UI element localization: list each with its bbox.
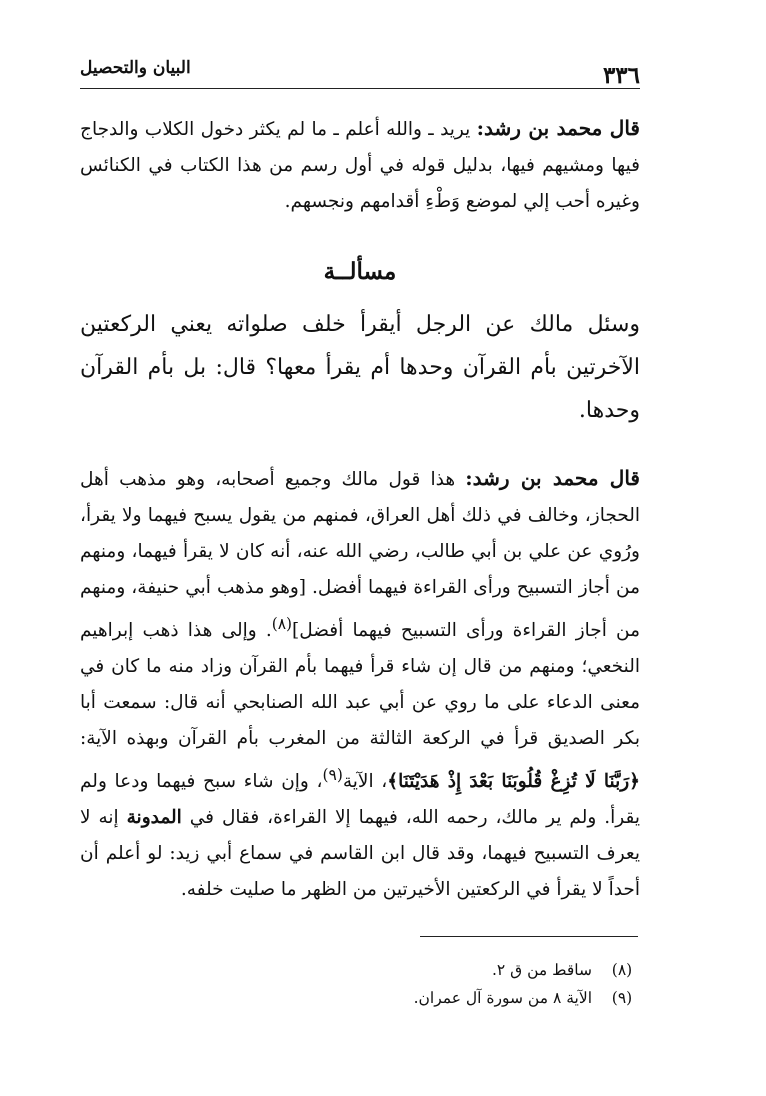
header-rule [80,88,640,89]
page-content [80,110,640,908]
page-header [80,48,640,90]
section-heading: مسألــة [323,258,397,285]
commentary-text-part-2: . وإلى هذا ذهب إبراهيم النخعي؛ ومنهم من قال إن شاء قرأ فيهما بأم القرآن وزاد منه ما كان في معنى الدعاء على ما روي عن أبي عبد الله الصنابحي أنه قال: سمعت أبا بكر الصديق قرأ في الركعة الثالثة من المغرب بأم القرآن وبهذه الآية: [80,620,640,750]
quran-quote: ﴿رَبَّنَا لَا تُزِغْ قُلُوبَنَا بَعْدَ إِذْ هَدَيْتَنَا﴾ [387,771,640,793]
footnotes [80,956,638,1012]
footnote-9 [80,984,638,1012]
footnote-ref-9: (٩) [322,766,343,785]
paragraph-spacer [80,432,640,460]
footnote-ref-8: (٨) [271,615,293,633]
running-head: البيان والتحصيل [80,58,191,78]
commentary-paragraph-2 [80,460,640,908]
footnote-text: الآية ٨ من سورة آل عمران. [413,989,592,1007]
commentary-text-part-4: ، وإن شاء سبح فيهما ودعا ولم يقرأ. ولم ير مالك، رحمه الله، فيهما إلا القراءة، فقال في [80,771,640,829]
page-number: ٣٣٦ [602,62,640,89]
footnote-rule [420,936,638,937]
question-text: وسئل مالك عن الرجل أيقرأ خلف صلواته يعني الركعتين الآخرتين بأم القرآن وحدها أم يقرأ معها؟ قال: بل بأم القرآن وحدها. [80,312,640,423]
commentary-text: يريد ـ والله أعلم ـ ما لم يكثر دخول الكلاب والدجاج فيها ومشيهم فيها، بدليل قوله في أول رسم من هذا الكتاب في الكنائس وغيره أحب إلي لموضع وَطْءِ أقدامهم ونجسهم. [80,119,640,212]
footnote-text: ساقط من ق ٢. [491,961,592,979]
mudawwana-term: المدونة [126,807,182,829]
footnote-number: (٨) [611,961,633,979]
speaker-label: قال محمد بن رشد: [476,116,640,140]
commentary-text-part-5: إنه لا يعرف التسبيح فيهما، وقد قال ابن القاسم في سماع أبي زيد: لو أعلم أن أحداً لا يقرأ في الركعتين الأخيرتين من الظهر ما صليت خلفه. [80,807,640,901]
commentary-text-part-3: ، الآية [342,771,388,793]
footnote-number: (٩) [611,989,633,1007]
question-paragraph [80,303,640,432]
footnote-8 [80,956,638,984]
commentary-text-part-1: هذا قول مالك وجميع أصحابه، وهو مذهب أهل الحجاز، وخالف في ذلك أهل العراق، فمنهم من يقول يسبح فيهما ولا يقرأ، ورُوي عن علي بن أبي طالب، رضي الله عنه، أنه كان لا يقرأ فيهما، ومنهم من أجاز التسبيح ورأى القراءة فيهما أفضل. [وهو مذهب أبي حنيفة، ومنهم من أجاز القراءة ورأى التسبيح فيهما أفضل] [80,469,641,642]
speaker-label: قال محمد بن رشد: [465,466,640,490]
commentary-paragraph-1 [80,110,640,220]
